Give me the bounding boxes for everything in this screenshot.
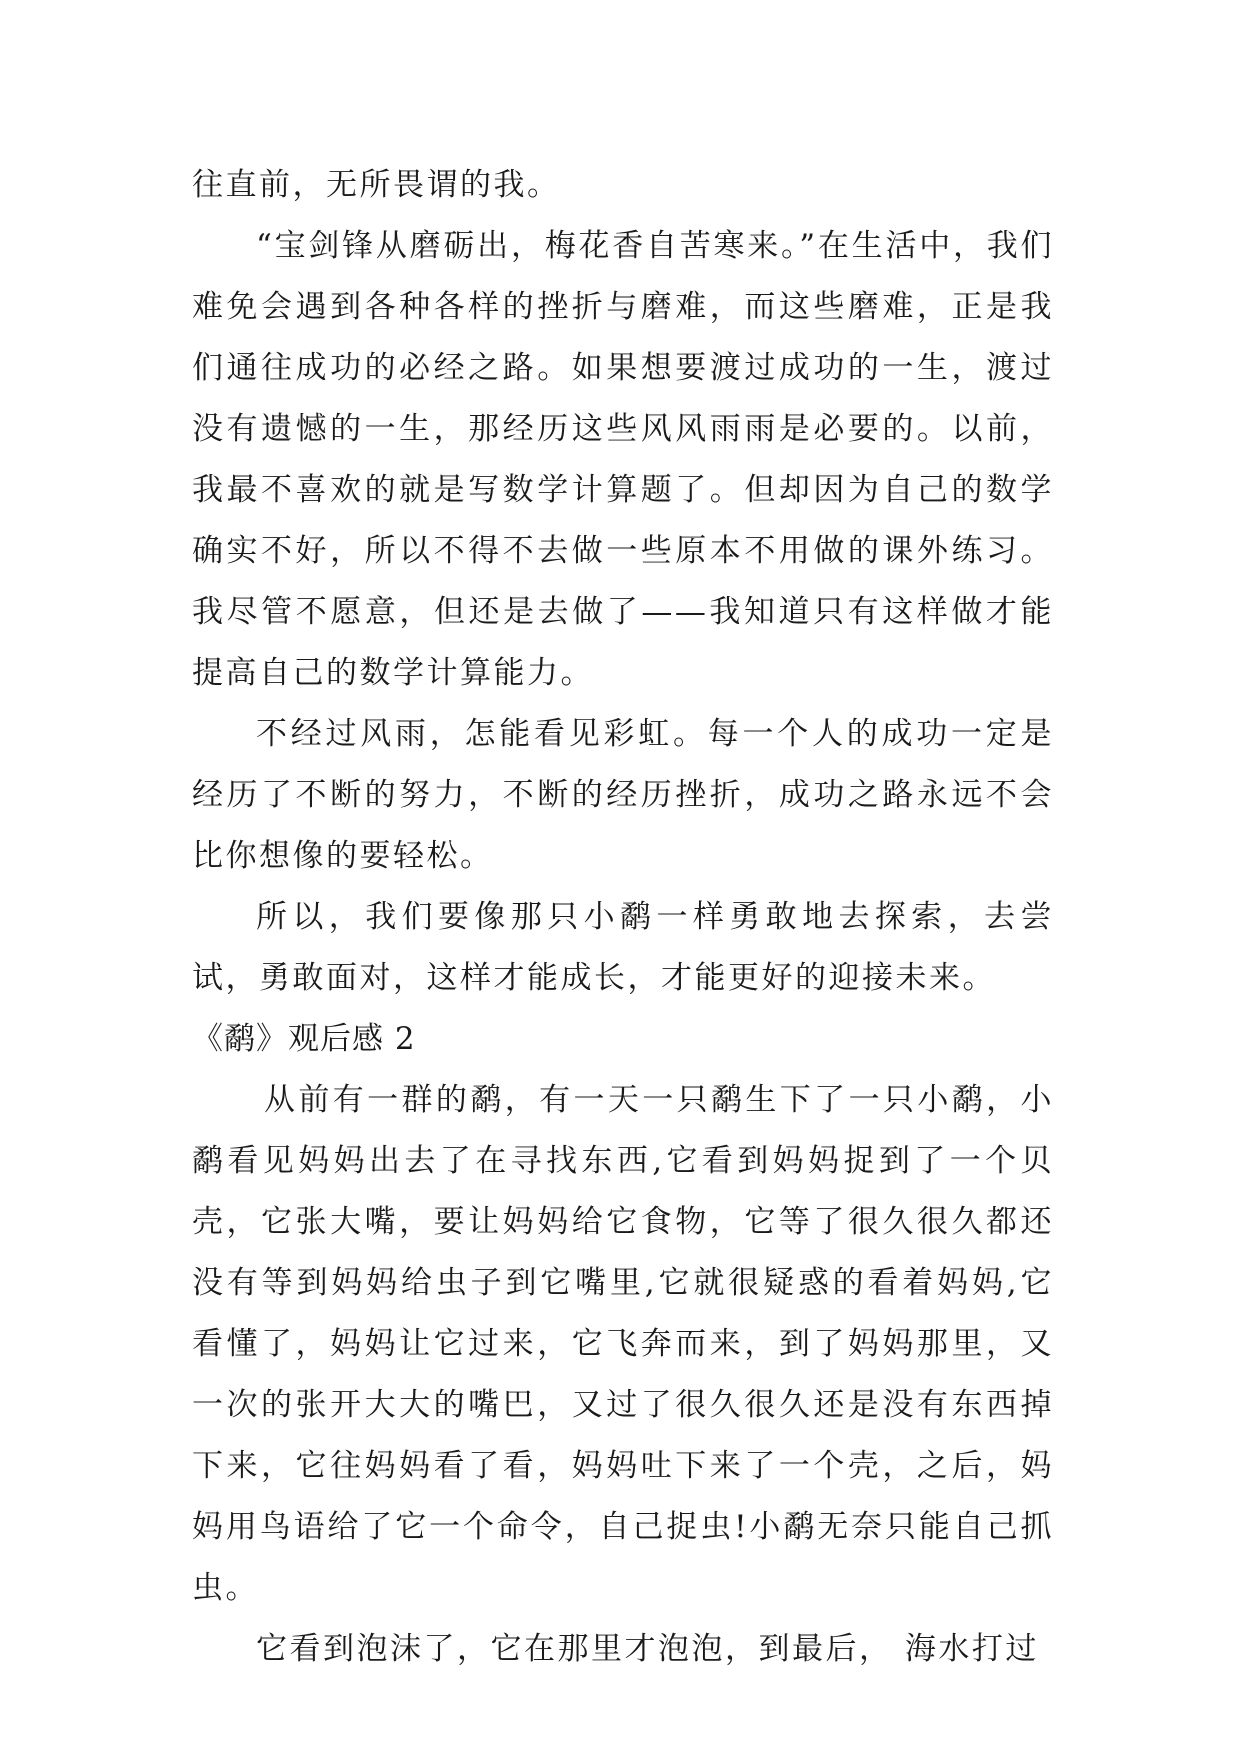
paragraph: 不经过风雨，怎能看见彩虹。每一个人的成功一定是经历了不断的努力，不断的经历挫折，成功之路永远不会比你想像的要轻松。 (192, 716, 1054, 874)
document-page (192, 155, 1054, 1680)
paragraph: 所以，我们要像那只小鹬一样勇敢地去探索，去尝试，勇敢面对，这样才能成长，才能更好的迎接未来。 (192, 899, 1054, 996)
paragraph: “宝剑锋从磨砺出，梅花香自苦寒来。”在生活中，我们难免会遇到各种各样的挫折与磨难，而这些磨难，正是我们通往成功的必经之路。如果想要渡过成功的一生，渡过没有遗憾的一生，那经历这些风风雨雨是必要的。以前，我最不喜欢的就是写数学计算题了。但却因为自己的数学确实不好，所以不得不去做一些原本不用做的课外练习。我尽管不愿意，但还是去做了——我知道只有这样做才能提高自己的数学计算能力。 (192, 228, 1054, 691)
paragraph: 从前有一群的鹬，有一天一只鹬生下了一只小鹬，小鹬看见妈妈出去了在寻找东西,它看到妈妈捉到了一个贝壳，它张大嘴，要让妈妈给它食物，它等了很久很久都还没有等到妈妈给虫子到它嘴里,它就很疑惑的看着妈妈,它看懂了，妈妈让它过来，它飞奔而来，到了妈妈那里，又一次的张开大大的嘴巴，又过了很久很久还是没有东西掉下来，它往妈妈看了看，妈妈吐下来了一个壳，之后，妈妈用鸟语给了它一个命令，自己捉虫!小鹬无奈只能自己抓虫。 (192, 1082, 1054, 1606)
paragraph: 它看到泡沫了，它在那里才泡泡，到最后， 海水打过 (256, 1631, 1039, 1667)
section-heading: 《鹬》观后感 2 (192, 1021, 416, 1057)
paragraph-continuation: 往直前，无所畏谓的我。 (192, 167, 561, 203)
